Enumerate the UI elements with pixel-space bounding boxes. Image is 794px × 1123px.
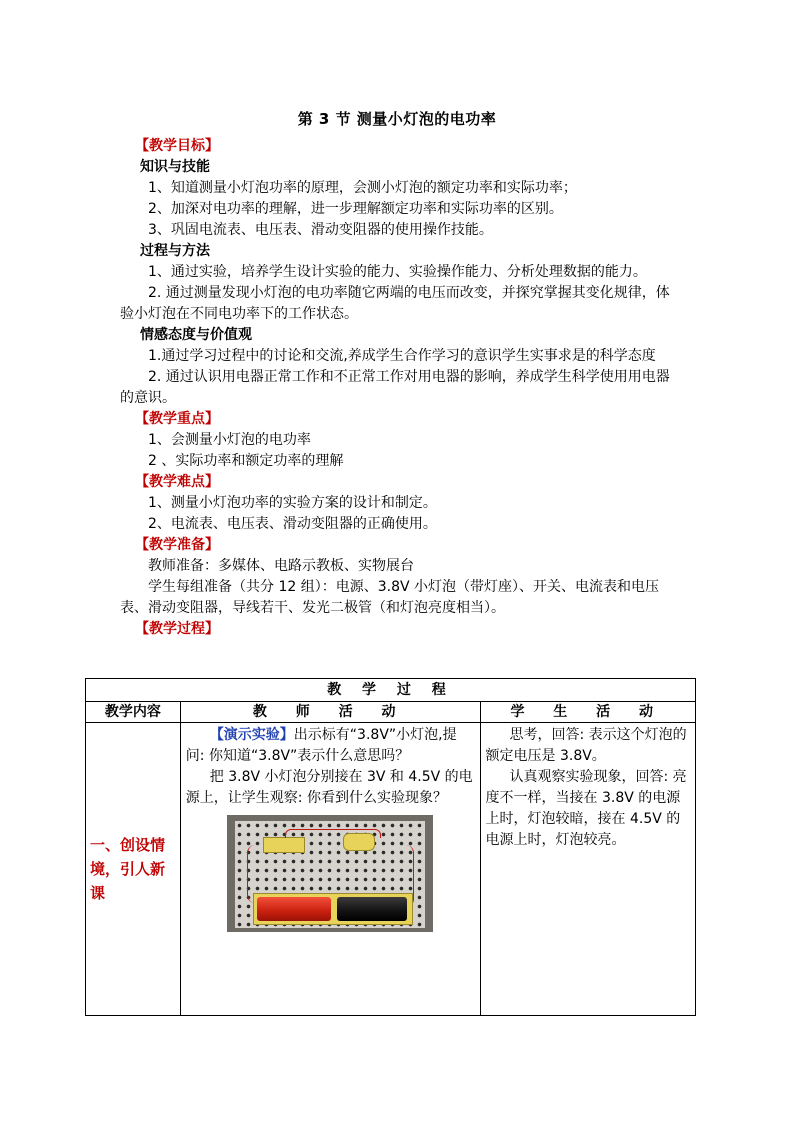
attitude-item-2: 2. 通过认识用电器正常工作和不正常工作对用电器的影响，养成学生科学使用用电器的意识。 <box>120 369 670 406</box>
difficulty-2: 2、电流表、电压表、滑动变阻器的正确使用。 <box>148 516 437 532</box>
attitude-item-1: 1.通过学习过程中的讨论和交流,养成学生合作学习的意识学生实事求是的科学态度 <box>148 348 656 364</box>
student-paragraph-2: 认真观察实验现象，回答: 亮度不一样，当接在 3.8V 的电源上时，灯泡较暗，接在 4.5V 的电源上时，灯泡较亮。 <box>485 769 687 848</box>
teaching-process-table <box>85 678 696 1016</box>
preparation-teacher: 教师准备：多媒体、电路示教板、实物展台 <box>148 558 414 574</box>
battery-red <box>257 897 331 921</box>
key-point-1: 1、会测量小灯泡的电功率 <box>148 432 311 448</box>
header-teacher: 教 师 活 动 <box>180 702 480 723</box>
segment-label: 一、创设情境，引人新课 <box>86 723 181 1016</box>
preparation-students: 学生每组准备（共分 12 组）：电源、3.8V 小灯泡（带灯座）、开关、电流表和电压表、滑动变阻器，导线若干、发光二极管（和灯泡亮度相当）。 <box>120 579 660 616</box>
table-header-row <box>86 702 696 723</box>
procedure-label: 【教学过程】 <box>135 621 219 637</box>
knowledge-item-3: 3、巩固电流表、电压表、滑动变阻器的使用操作技能。 <box>148 222 493 238</box>
key-points-label: 【教学重点】 <box>135 411 219 427</box>
objectives-label: 【教学目标】 <box>135 138 219 154</box>
teacher-paragraph-1: 【演示实验】出示标有“3.8V”小灯泡,提问: 你知道“3.8V”表示什么意思吗？ <box>185 727 457 764</box>
header-student: 学 生 活 动 <box>480 702 695 723</box>
student-activity <box>480 723 695 1016</box>
circuit-board-photo <box>227 815 433 932</box>
table-title: 教 学 过 程 <box>86 679 696 702</box>
knowledge-heading: 知识与技能 <box>140 159 210 175</box>
teacher-paragraph-2: 把 3.8V 小灯泡分别接在 3V 和 4.5V 的电源上，让学生观察: 你看到什么实验现象？ <box>185 769 473 806</box>
preparation-label: 【教学准备】 <box>135 537 219 553</box>
student-paragraph-1: 思考，回答: 表示这个灯泡的额定电压是 3.8V。 <box>485 727 687 764</box>
key-point-2: 2 、实际功率和额定功率的理解 <box>148 453 344 469</box>
process-item-2: 2. 通过测量发现小灯泡的电功率随它两端的电压而改变，并探究掌握其变化规律，体验小灯泡在不同电功率下的工作状态。 <box>120 285 670 322</box>
process-heading: 过程与方法 <box>140 243 210 259</box>
process-item-1: 1、通过实验，培养学生设计实验的能力、实验操作能力、分析处理数据的能力。 <box>148 264 647 280</box>
table-title-row <box>86 679 696 702</box>
battery-black <box>337 897 407 921</box>
page-title: 第 3 节 测量小灯泡的电功率 <box>297 110 497 128</box>
attitude-heading: 情感态度与价值观 <box>140 327 252 343</box>
wire-top <box>285 829 381 838</box>
knowledge-item-1: 1、知道测量小灯泡功率的原理，会测小灯泡的额定功率和实际功率； <box>148 180 577 196</box>
difficulties-label: 【教学难点】 <box>135 474 219 490</box>
demo-experiment-tag: 【演示实验】 <box>209 727 294 743</box>
lesson-content <box>120 136 680 640</box>
switch-holder <box>263 837 305 853</box>
teacher-activity <box>180 723 480 1016</box>
knowledge-item-2: 2、加深对电功率的理解，进一步理解额定功率和实际功率的区别。 <box>148 201 563 217</box>
header-content: 教学内容 <box>86 702 181 723</box>
table-row <box>86 723 696 1016</box>
difficulty-1: 1、测量小灯泡功率的实验方案的设计和制定。 <box>148 495 437 511</box>
